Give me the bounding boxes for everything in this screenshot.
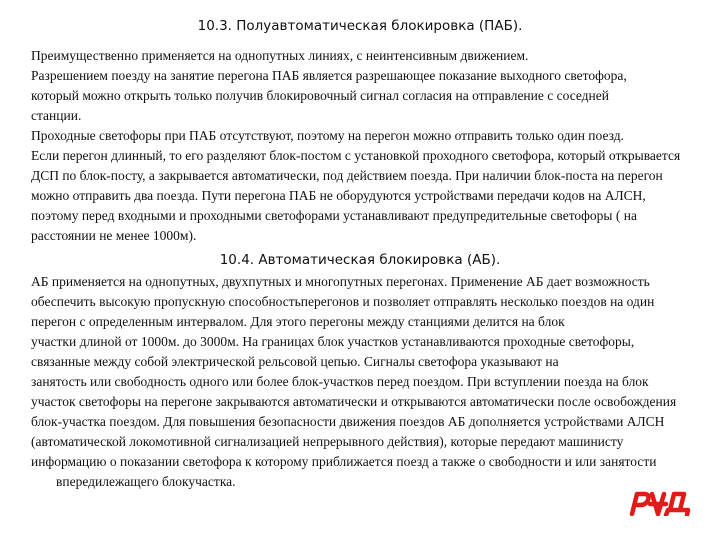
text-line: Проходные светофоры при ПАБ отсутствуют, поэтому на перегон можно отправить только один поезд. bbox=[31, 128, 624, 143]
text-line: ДСП по блок-посту, а закрывается автоматически, под действием поезда. При наличии блок-поста на перегон bbox=[31, 168, 663, 183]
text-line: Преимущественно применяется на однопутных линиях, с неинтенсивным движением. bbox=[31, 48, 529, 63]
text-line: который можно открыть только получив блокировочный сигнал согласия на отправление с соседней bbox=[31, 88, 609, 103]
text-line: блок-участка поездом. Для повышения безопасности движения поездов АБ дополняется устройствами АЛСН bbox=[31, 414, 665, 429]
text-line: занятость или свободность одного или более блок-участков перед поездом. При вступлении поезда на блок bbox=[31, 374, 649, 389]
text-line: поэтому перед входными и проходными светофорами устанавливают предупредительные светофоры ( на bbox=[31, 208, 637, 223]
text-line: станции. bbox=[31, 108, 82, 123]
text-line: перегон с определенным интервалом. Для этого перегоны между станциями делится на блок bbox=[31, 314, 565, 329]
heading-pab: 10.3. Полуавтоматическая блокировка (ПАБ). bbox=[197, 18, 523, 34]
text-line: обеспечить высокую пропускную способностьперегонов и позволяет отправлять несколько поездов на один bbox=[31, 294, 655, 309]
text-line: впередилежащего блокучастка. bbox=[56, 474, 236, 489]
text-line: связанные между собой электрической рельсовой цепью. Сигналы светофора указывают на bbox=[31, 354, 559, 369]
text-line: АБ применяется на однопутных, двухпутных и многопутных перегонах. Применение АБ дает возможность bbox=[31, 274, 650, 289]
text-line: можно отправить два поезда. Пути перегона ПАБ не оборудуются устройствами передачи кодов на АЛСН, bbox=[31, 188, 646, 203]
text-line: Если перегон длинный, то его разделяют блок-постом с установкой проходного светофора, который открывается bbox=[31, 148, 681, 163]
text-line: участки длиной от 1000м. до 3000м. На границах блок участков устанавливаются проходные светофоры, bbox=[31, 334, 635, 349]
text-line: участок светофоры на перегоне закрываются автоматически и открываются автоматически после освобождения bbox=[31, 394, 677, 409]
heading-ab: 10.4. Автоматическая блокировка (АБ). bbox=[219, 252, 501, 268]
text-line: Разрешением поезду на занятие перегона ПАБ является разрешающее показание выходного светофора, bbox=[31, 68, 627, 83]
rzd-logo bbox=[628, 488, 692, 516]
text-line: информацию о показании светофора к которому приближается поезд а также о свободности и или занятости bbox=[31, 454, 657, 469]
text-line: (автоматической локомотивной сигнализацией непрерывного действия), которые передают машинисту bbox=[31, 434, 624, 449]
text-line: расстоянии не менее 1000м). bbox=[31, 228, 197, 243]
